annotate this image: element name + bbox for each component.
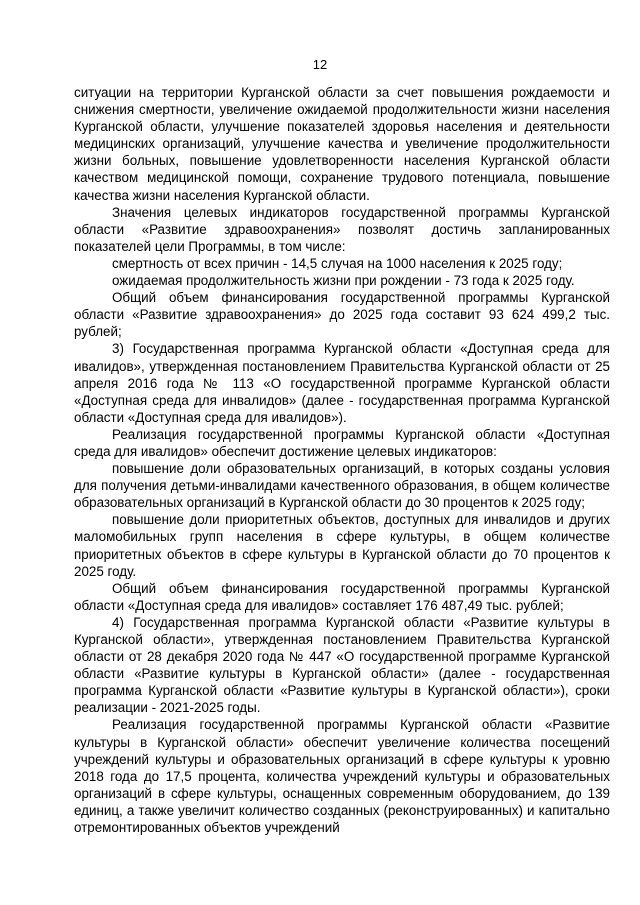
paragraph-8: повышение доли образовательных организаций, в которых созданы условия для получения детьми-инвалидами качественного образования, в общем количестве образовательных организаций в Курганской области до 30 процентов к 2025 году; — [74, 461, 610, 511]
paragraph-5: Общий объем финансирования государственной программы Курганской области «Развитие здравоохранения» до 2025 года составит 93 624 499,2 тыс. рублей; — [74, 290, 610, 340]
page-number: 12 — [312, 57, 328, 72]
paragraph-10: Общий объем финансирования государственной программы Курганской области «Доступная среда для ивалидов» составляет 176 487,49 тыс. рублей; — [74, 580, 610, 613]
paragraph-6: 3) Государственная программа Курганской области «Доступная среда для ивалидов», утвержденная постановлением Правительства Курганской области от 25 апреля 2016 года № 113 «О государственной программе Курганской области «Доступная среда для инвалидов» (далее - государственная программа Курганской области «Доступная среда для ивалидов»). — [74, 341, 610, 425]
paragraph-11: 4) Государственная программа Курганской области «Развитие культуры в Курганской области», утвержденная постановлением Правительства Курганской области от 28 декабря 2020 года № 447 «О государственной программе Курганской области «Развитие культуры в Курганской области» (далее - государственная программа Курганской области «Развитие культуры в Курганской области»), сроки реализации - 2021-2025 годы. — [74, 614, 610, 716]
paragraph-1: ситуации на территории Курганской области за счет повышения рождаемости и снижения смертности, увеличение ожидаемой продолжительности жизни населения Курганской области, улучшение показателей здоровья населения и деятельности медицинских организаций, улучшение качества и увеличение продолжительности жизни больных, повышение удовлетворенности населения Курганской области качеством медицинской помощи, сохранение трудового потенциала, повышение качества жизни населения Курганской области. — [74, 85, 610, 203]
paragraph-12: Реализация государственной программы Курганской области «Развитие культуры в Курганской области» обеспечит увеличение количества посещений учреждений культуры и образовательных организаций в сфере культуры к уровню 2018 года до 17,5 процента, количества учреждений культуры и образовательных организаций в сфере культуры, оснащенных современным оборудованием, до 139 единиц, а также увеличит количество созданных (реконструированных) и капитально отремонтированных объектов учреждений — [74, 717, 610, 836]
paragraph-9: повышение доли приоритетных объектов, доступных для инвалидов и других маломобильных групп населения в сфере культуры, в общем количестве приоритетных объектов в сфере культуры в Курганской области до 70 процентов к 2025 году. — [74, 512, 610, 579]
paragraph-2: Значения целевых индикаторов государственной программы Курганской области «Развитие здравоохранения» позволят достичь запланированных показателей цели Программы, в том числе: — [74, 204, 610, 254]
paragraph-3: смертность от всех причин - 14,5 случая на 1000 населения к 2025 году; — [112, 255, 563, 271]
document-body — [74, 84, 610, 836]
paragraph-4: ожидаемая продолжительность жизни при рождении - 73 года к 2025 году. — [112, 273, 575, 289]
paragraph-7: Реализация государственной программы Курганской области «Доступная среда для ивалидов» обеспечит достижение целевых индикаторов: — [74, 426, 610, 459]
